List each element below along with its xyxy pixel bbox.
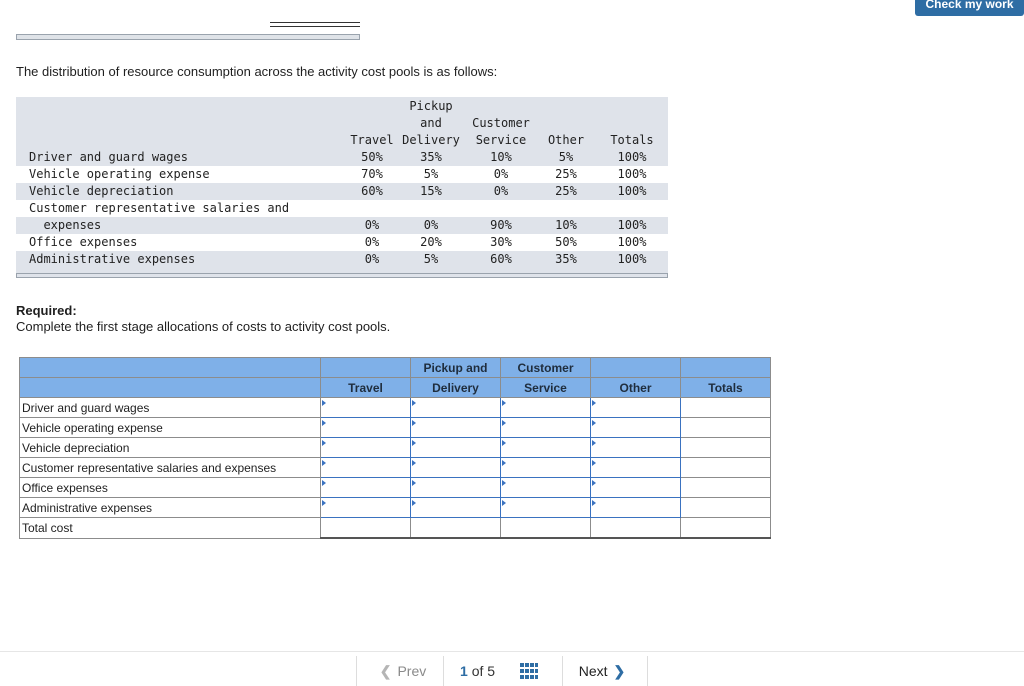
allocation-input[interactable] [321, 438, 411, 458]
allocation-input[interactable] [591, 398, 681, 418]
dist-cell-travel: 70% [361, 167, 383, 181]
dist-header-totals: Totals [610, 133, 654, 147]
dist-header-travel: Travel [350, 133, 394, 147]
allocation-input[interactable] [501, 438, 591, 458]
dist-cell-pickup: 20% [420, 235, 442, 249]
required-text: Complete the first stage allocations of costs to activity cost pools. [16, 319, 391, 334]
check-my-work-button[interactable]: Check my work [915, 0, 1024, 16]
alloc-row-label: Vehicle operating expense [20, 418, 321, 438]
alloc-header-header_bottom-1: Travel [321, 378, 411, 398]
alloc-row-label: Customer representative salaries and expenses [20, 458, 321, 478]
dist-header-customer: Customer [472, 116, 530, 130]
dist-row-label: Driver and guard wages [29, 150, 188, 164]
dist-header-customer: Service [475, 133, 527, 147]
dist-cell-totals: 100% [617, 235, 647, 249]
page-total: 5 [487, 663, 496, 679]
dist-row-label: Vehicle operating expense [29, 167, 210, 181]
alloc-row-label: Driver and guard wages [20, 398, 321, 418]
alloc-row-label: Office expenses [20, 478, 321, 498]
scroll-bar[interactable] [16, 34, 360, 40]
allocation-input[interactable] [591, 438, 681, 458]
dist-cell-pickup: 0% [423, 218, 439, 232]
total-cost-cell [411, 518, 501, 539]
dist-cell-customer: 10% [490, 150, 512, 164]
table-row [20, 398, 771, 418]
dist-cell-travel: 60% [361, 184, 383, 198]
dist-cell-other: 25% [555, 184, 577, 198]
dist-cell-other: 25% [555, 167, 577, 181]
alloc-header-header_bottom-4: Other [591, 378, 681, 398]
dist-cell-customer: 60% [490, 252, 512, 266]
total-row [20, 518, 771, 539]
intro-text: The distribution of resource consumption across the activity cost pools is as follows: [16, 64, 498, 79]
page-of: of [471, 663, 484, 679]
allocation-input[interactable] [501, 498, 591, 518]
alloc-header-header_bottom-0 [20, 378, 321, 398]
allocation-input[interactable] [591, 418, 681, 438]
total-cell [681, 478, 771, 498]
dist-cell-customer: 0% [493, 184, 509, 198]
dist-row-label: expenses [29, 218, 102, 232]
dist-cell-other: 5% [558, 150, 574, 164]
allocation-input[interactable] [321, 398, 411, 418]
allocation-input[interactable] [591, 458, 681, 478]
allocation-input[interactable] [411, 498, 501, 518]
footer-divider [0, 651, 1024, 652]
alloc-header-header_top-0 [20, 358, 321, 378]
dist-row-label: Vehicle depreciation [29, 184, 174, 198]
dist-cell-pickup: 5% [423, 167, 439, 181]
table-row [20, 478, 771, 498]
allocation-input[interactable] [321, 478, 411, 498]
allocation-input[interactable] [501, 398, 591, 418]
total-cell [681, 418, 771, 438]
dist-cell-other: 35% [555, 252, 577, 266]
dist-cell-totals: 100% [617, 218, 647, 232]
alloc-header-header_top-3: Customer [501, 358, 591, 378]
dist-row-label: Office expenses [29, 235, 138, 249]
dist-cell-customer: 0% [493, 167, 509, 181]
total-cell [681, 438, 771, 458]
next-button[interactable] [562, 656, 648, 686]
alloc-header-header_top-5 [681, 358, 771, 378]
allocation-input[interactable] [411, 438, 501, 458]
allocation-input[interactable] [321, 458, 411, 478]
dist-cell-totals: 100% [617, 184, 647, 198]
dist-cell-totals: 100% [617, 167, 647, 181]
allocation-input[interactable] [411, 398, 501, 418]
dist-cell-pickup: 5% [423, 252, 439, 266]
next-label: Next [578, 663, 608, 679]
total-cost-cell [591, 518, 681, 539]
dist-cell-customer: 90% [490, 218, 512, 232]
allocation-input[interactable] [411, 478, 501, 498]
allocation-input[interactable] [591, 498, 681, 518]
dist-cell-pickup: 35% [420, 150, 442, 164]
allocation-table [19, 357, 771, 539]
table-row [20, 418, 771, 438]
total-cell [681, 498, 771, 518]
total-cost-cell [321, 518, 411, 539]
double-rule [270, 22, 360, 27]
dist-cell-travel: 0% [364, 252, 380, 266]
page-indicator [460, 656, 495, 686]
dist-row-label: Administrative expenses [29, 252, 196, 266]
dist-header-other: Other [547, 133, 585, 147]
dist-cell-pickup: 15% [420, 184, 442, 198]
current-page: 1 [460, 663, 468, 679]
total-cell [681, 458, 771, 478]
allocation-input[interactable] [411, 418, 501, 438]
table-row [20, 438, 771, 458]
distribution-table [16, 97, 668, 275]
dist-cell-customer: 30% [490, 235, 512, 249]
total-cost-cell [501, 518, 591, 539]
distribution-scrollbar[interactable] [16, 273, 668, 278]
dist-cell-totals: 100% [617, 252, 647, 266]
dist-header-pickup: Pickup [409, 99, 453, 113]
allocation-input[interactable] [411, 458, 501, 478]
alloc-header-header_top-1 [321, 358, 411, 378]
allocation-input[interactable] [591, 478, 681, 498]
chevron-left-icon: ❮ [379, 662, 392, 679]
alloc-header-header_bottom-2: Delivery [411, 378, 501, 398]
required-title: Required: [16, 303, 77, 318]
alloc-header-header_top-2: Pickup and [411, 358, 501, 378]
table-row [20, 498, 771, 518]
dist-header-pickup: Delivery [402, 133, 460, 147]
table-row [20, 458, 771, 478]
allocation-input[interactable] [501, 478, 591, 498]
total-cost-label: Total cost [20, 518, 321, 539]
alloc-header-header_bottom-3: Service [501, 378, 591, 398]
dist-row-label: Customer representative salaries and [29, 201, 290, 215]
dist-cell-travel: 0% [364, 218, 380, 232]
alloc-header-header_bottom-5: Totals [681, 378, 771, 398]
allocation-input[interactable] [501, 458, 591, 478]
dist-cell-travel: 0% [364, 235, 380, 249]
grid-icon[interactable] [520, 656, 538, 686]
chevron-right-icon: ❯ [613, 662, 626, 679]
total-cell [681, 398, 771, 418]
dist-header-pickup: and [420, 116, 442, 130]
total-cost-cell [681, 518, 771, 539]
alloc-row-label: Administrative expenses [20, 498, 321, 518]
allocation-input[interactable] [321, 498, 411, 518]
dist-cell-other: 10% [555, 218, 577, 232]
alloc-row-label: Vehicle depreciation [20, 438, 321, 458]
allocation-input[interactable] [321, 418, 411, 438]
allocation-input[interactable] [501, 418, 591, 438]
dist-cell-other: 50% [555, 235, 577, 249]
prev-button[interactable] [356, 656, 444, 686]
prev-label: Prev [397, 663, 427, 679]
dist-cell-totals: 100% [617, 150, 647, 164]
alloc-header-header_top-4 [591, 358, 681, 378]
dist-cell-travel: 50% [361, 150, 383, 164]
